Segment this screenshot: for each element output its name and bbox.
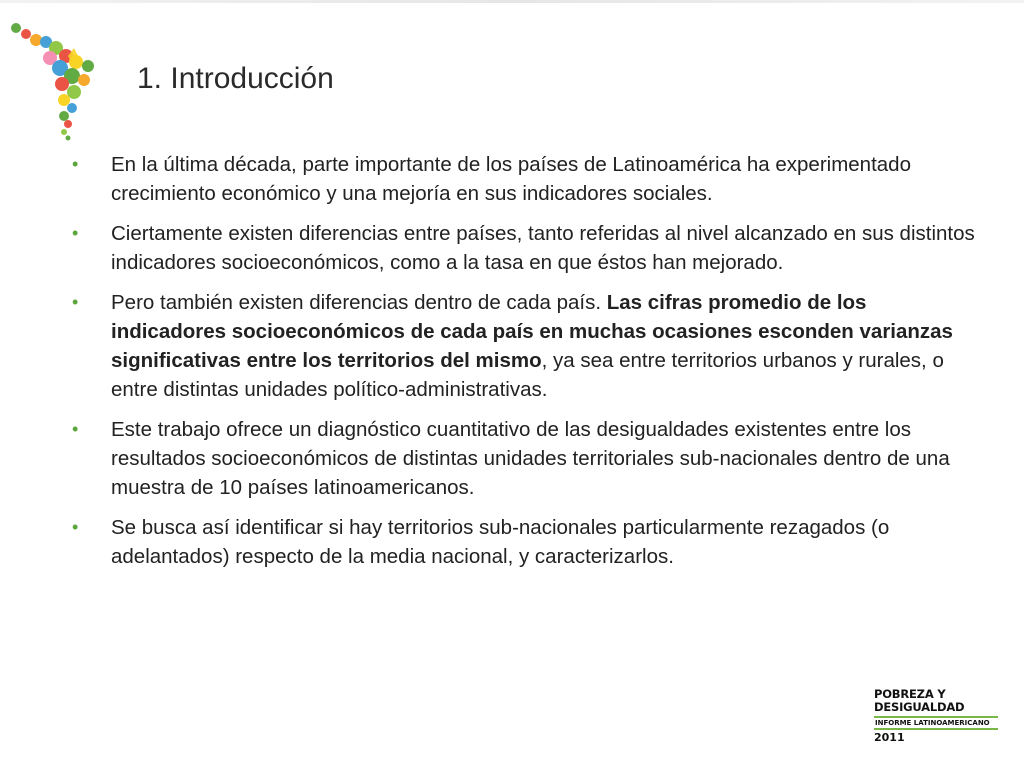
list-item xyxy=(64,219,984,277)
list-item xyxy=(64,415,984,502)
page-title: 1. Introducción xyxy=(137,62,334,95)
bullet-text: Este trabajo ofrece un diagnóstico cuantitativo de las desigualdades existentes entre los resultados socioeconómicos de distintas unidades territoriales sub-nacionales dentro de una muestra de 10 países latinoamericanos. xyxy=(111,418,950,499)
bullet-text xyxy=(111,291,953,401)
list-item xyxy=(64,150,984,208)
bullet-marker: • xyxy=(72,154,79,174)
bullet-marker: • xyxy=(72,223,79,243)
report-logo-year: 2011 xyxy=(874,731,905,744)
bullet-marker: • xyxy=(72,517,79,537)
report-logo-subtitle: INFORME LATINOAMERICANO xyxy=(874,716,998,730)
latin-america-hands-map-icon xyxy=(2,12,112,142)
bullet-marker: • xyxy=(72,419,79,439)
bullet-text: En la última década, parte importante de los países de Latinoamérica ha experimentado crecimiento económico y una mejoría en sus indicadores sociales. xyxy=(111,153,911,205)
bullet-text-emphasis: Las cifras promedio de los indicadores socioeconómicos de cada país en muchas ocasiones esconden varianzas significativas entre los territorios del mismo xyxy=(111,291,953,372)
bullet-marker: • xyxy=(72,292,79,312)
report-logo-line1: POBREZA Y xyxy=(874,687,946,701)
report-logo xyxy=(874,688,1014,744)
bullet-text: Se busca así identificar si hay territorios sub-nacionales particularmente rezagados (o adelantados) respecto de la media nacional, y caracterizarlos. xyxy=(111,516,890,568)
bullet-text: Ciertamente existen diferencias entre países, tanto referidas al nivel alcanzado en sus distintos indicadores socioeconómicos, como a la tasa en que éstos han mejorado. xyxy=(111,222,975,274)
list-item xyxy=(64,288,984,404)
list-item xyxy=(64,513,984,571)
bullet-list xyxy=(64,150,984,582)
bullet-text-intro: Pero también existen diferencias dentro de cada país. xyxy=(111,291,607,314)
top-rule xyxy=(0,0,1024,3)
bullet-text-rest: , ya sea entre territorios urbanos y rurales, o entre distintas unidades político-administrativas. xyxy=(111,349,944,401)
report-logo-line2: DESIGUALDAD xyxy=(874,700,965,714)
